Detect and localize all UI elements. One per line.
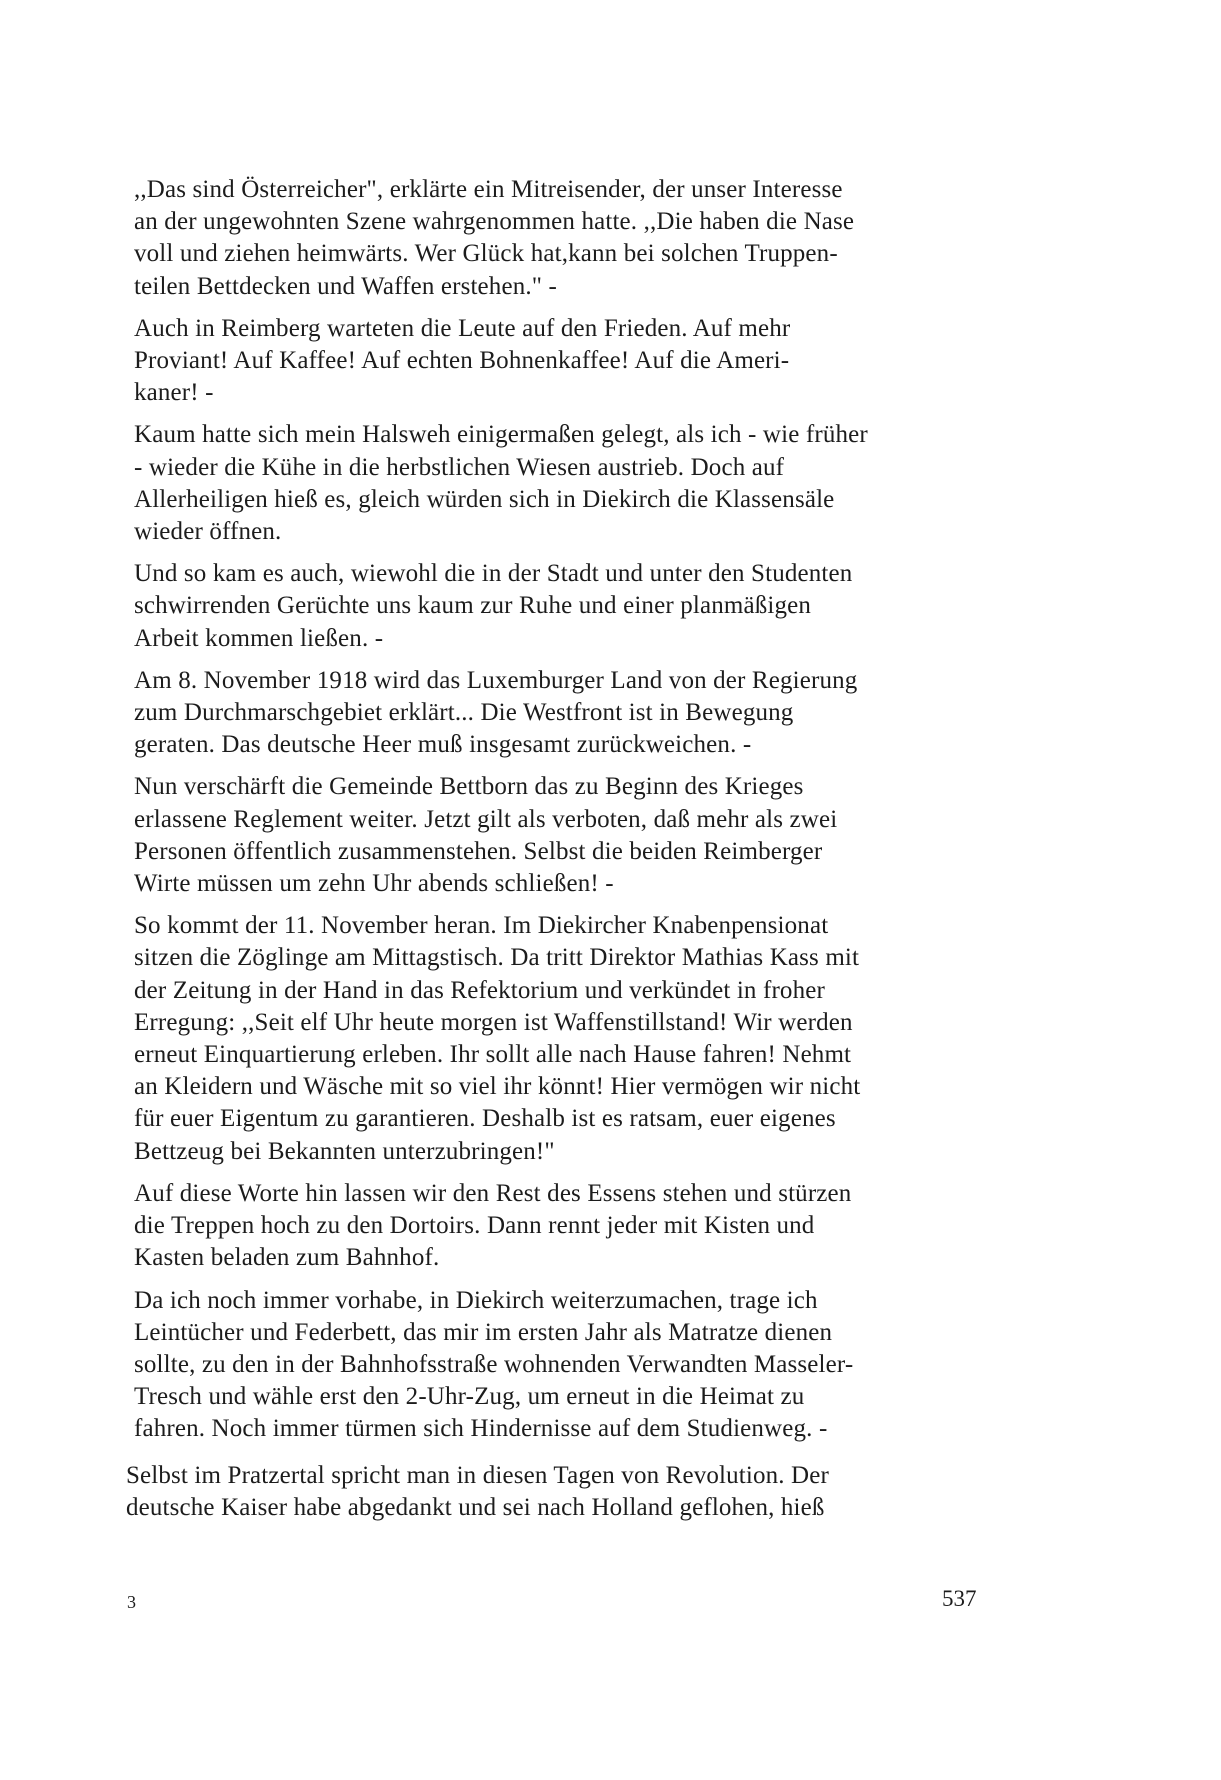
text-line: ,,Das sind Österreicher", erklärte ein Mitreisender, der unser Interesse — [134, 176, 843, 203]
text-line: Kasten beladen zum Bahnhof. — [134, 1244, 440, 1272]
paragraph — [134, 1178, 992, 1275]
text-line: an der ungewohnten Szene wahrgenommen hatte. ,,Die haben die Nase — [134, 208, 855, 236]
text-line: teilen Bettdecken und Waffen erstehen." - — [134, 272, 557, 300]
paragraph — [134, 313, 992, 410]
text-line: Proviant! Auf Kaffee! Auf echten Bohnenkaffee! Auf die Ameri- — [134, 347, 790, 375]
text-line: - wieder die Kühe in die herbstlichen Wiesen austrieb. Doch auf — [134, 453, 785, 481]
paragraph — [134, 419, 992, 548]
text-line: Bettzeug bei Bekannten unterzubringen!" — [134, 1137, 555, 1165]
text-line: erneut Einquartierung erleben. Ihr sollt alle nach Hause fahren! Nehmt — [134, 1041, 852, 1069]
text-line: der Zeitung in der Hand in das Refektorium und verkündet in froher — [134, 976, 825, 1004]
text-line: an Kleidern und Wäsche mit so viel ihr könnt! Hier vermögen wir nicht — [134, 1073, 861, 1101]
text-line: fahren. Noch immer türmen sich Hindernisse auf dem Studienweg. - — [134, 1415, 828, 1443]
signature-mark: 3 — [127, 1592, 136, 1612]
paragraph — [134, 558, 992, 655]
paragraph — [134, 665, 992, 762]
text-line: sollte, zu den in der Bahnhofsstraße wohnenden Verwandten Masseler- — [134, 1350, 854, 1378]
text-line: schwirrenden Gerüchte uns kaum zur Ruhe und einer planmäßigen — [134, 592, 811, 620]
text-line: sitzen die Zöglinge am Mittagstisch. Da tritt Direktor Mathias Kass mit — [134, 944, 860, 972]
text-line: Tresch und wähle erst den 2-Uhr-Zug, um erneut in die Heimat zu — [134, 1383, 805, 1411]
text-line: Am 8. November 1918 wird das Luxemburger Land von der Regierung — [134, 666, 858, 694]
text-line: voll und ziehen heimwärts. Wer Glück hat,kann bei solchen Truppen- — [134, 240, 838, 268]
text-line: Und so kam es auch, wiewohl die in der Stadt und unter den Studenten — [134, 560, 853, 588]
text-line: Kaum hatte sich mein Halsweh einigermaßen gelegt, als ich - wie früher — [134, 421, 868, 449]
paragraph — [134, 1285, 992, 1446]
text-line: Wirte müssen um zehn Uhr abends schließen! - — [134, 870, 614, 898]
text-line: Arbeit kommen ließen. - — [134, 624, 384, 652]
text-line: Da ich noch immer vorhabe, in Diekirch weiterzumachen, trage ich — [134, 1286, 818, 1314]
paragraph — [134, 910, 992, 1168]
page-number: 537 — [942, 1586, 977, 1611]
text-line: erlassene Reglement weiter. Jetzt gilt als verboten, daß mehr als zwei — [134, 805, 838, 833]
text-line: Auch in Reimberg warteten die Leute auf den Frieden. Auf mehr — [134, 314, 791, 342]
text-line: kaner! - — [134, 379, 214, 407]
text-line: Erregung: ,,Seit elf Uhr heute morgen ist Waffenstillstand! Wir werden — [134, 1008, 853, 1036]
paragraph — [134, 771, 992, 900]
text-line: die Treppen hoch zu den Dortoirs. Dann rennt jeder mit Kisten und — [134, 1212, 815, 1240]
text-line: Selbst im Pratzertal spricht man in diesen Tagen von Revolution. Der — [126, 1461, 829, 1489]
text-line: Personen öffentlich zusammenstehen. Selbst die beiden Reimberger — [134, 837, 823, 865]
text-line: Leintücher und Federbett, das mir im ersten Jahr als Matratze dienen — [134, 1318, 833, 1346]
text-line: So kommt der 11. November heran. Im Diekircher Knabenpensionat — [134, 912, 829, 940]
text-line: für euer Eigentum zu garantieren. Deshalb ist es ratsam, euer eigenes — [134, 1105, 836, 1133]
text-line: geraten. Das deutsche Heer muß insgesamt zurückweichen. - — [134, 731, 752, 759]
text-line: deutsche Kaiser habe abgedankt und sei nach Holland geflohen, hieß — [126, 1493, 825, 1521]
paragraph — [134, 174, 992, 303]
text-line: zum Durchmarschgebiet erklärt... Die Westfront ist in Bewegung — [134, 699, 794, 727]
text-line: Nun verschärft die Gemeinde Bettborn das zu Beginn des Krieges — [134, 773, 804, 801]
text-line: wieder öffnen. — [134, 518, 282, 546]
body-text — [126, 174, 992, 1534]
text-line: Auf diese Worte hin lassen wir den Rest des Essens stehen und stürzen — [134, 1179, 852, 1207]
paragraph — [126, 1460, 992, 1524]
text-line: Allerheiligen hieß es, gleich würden sich in Diekirch die Klassensäle — [134, 485, 835, 513]
